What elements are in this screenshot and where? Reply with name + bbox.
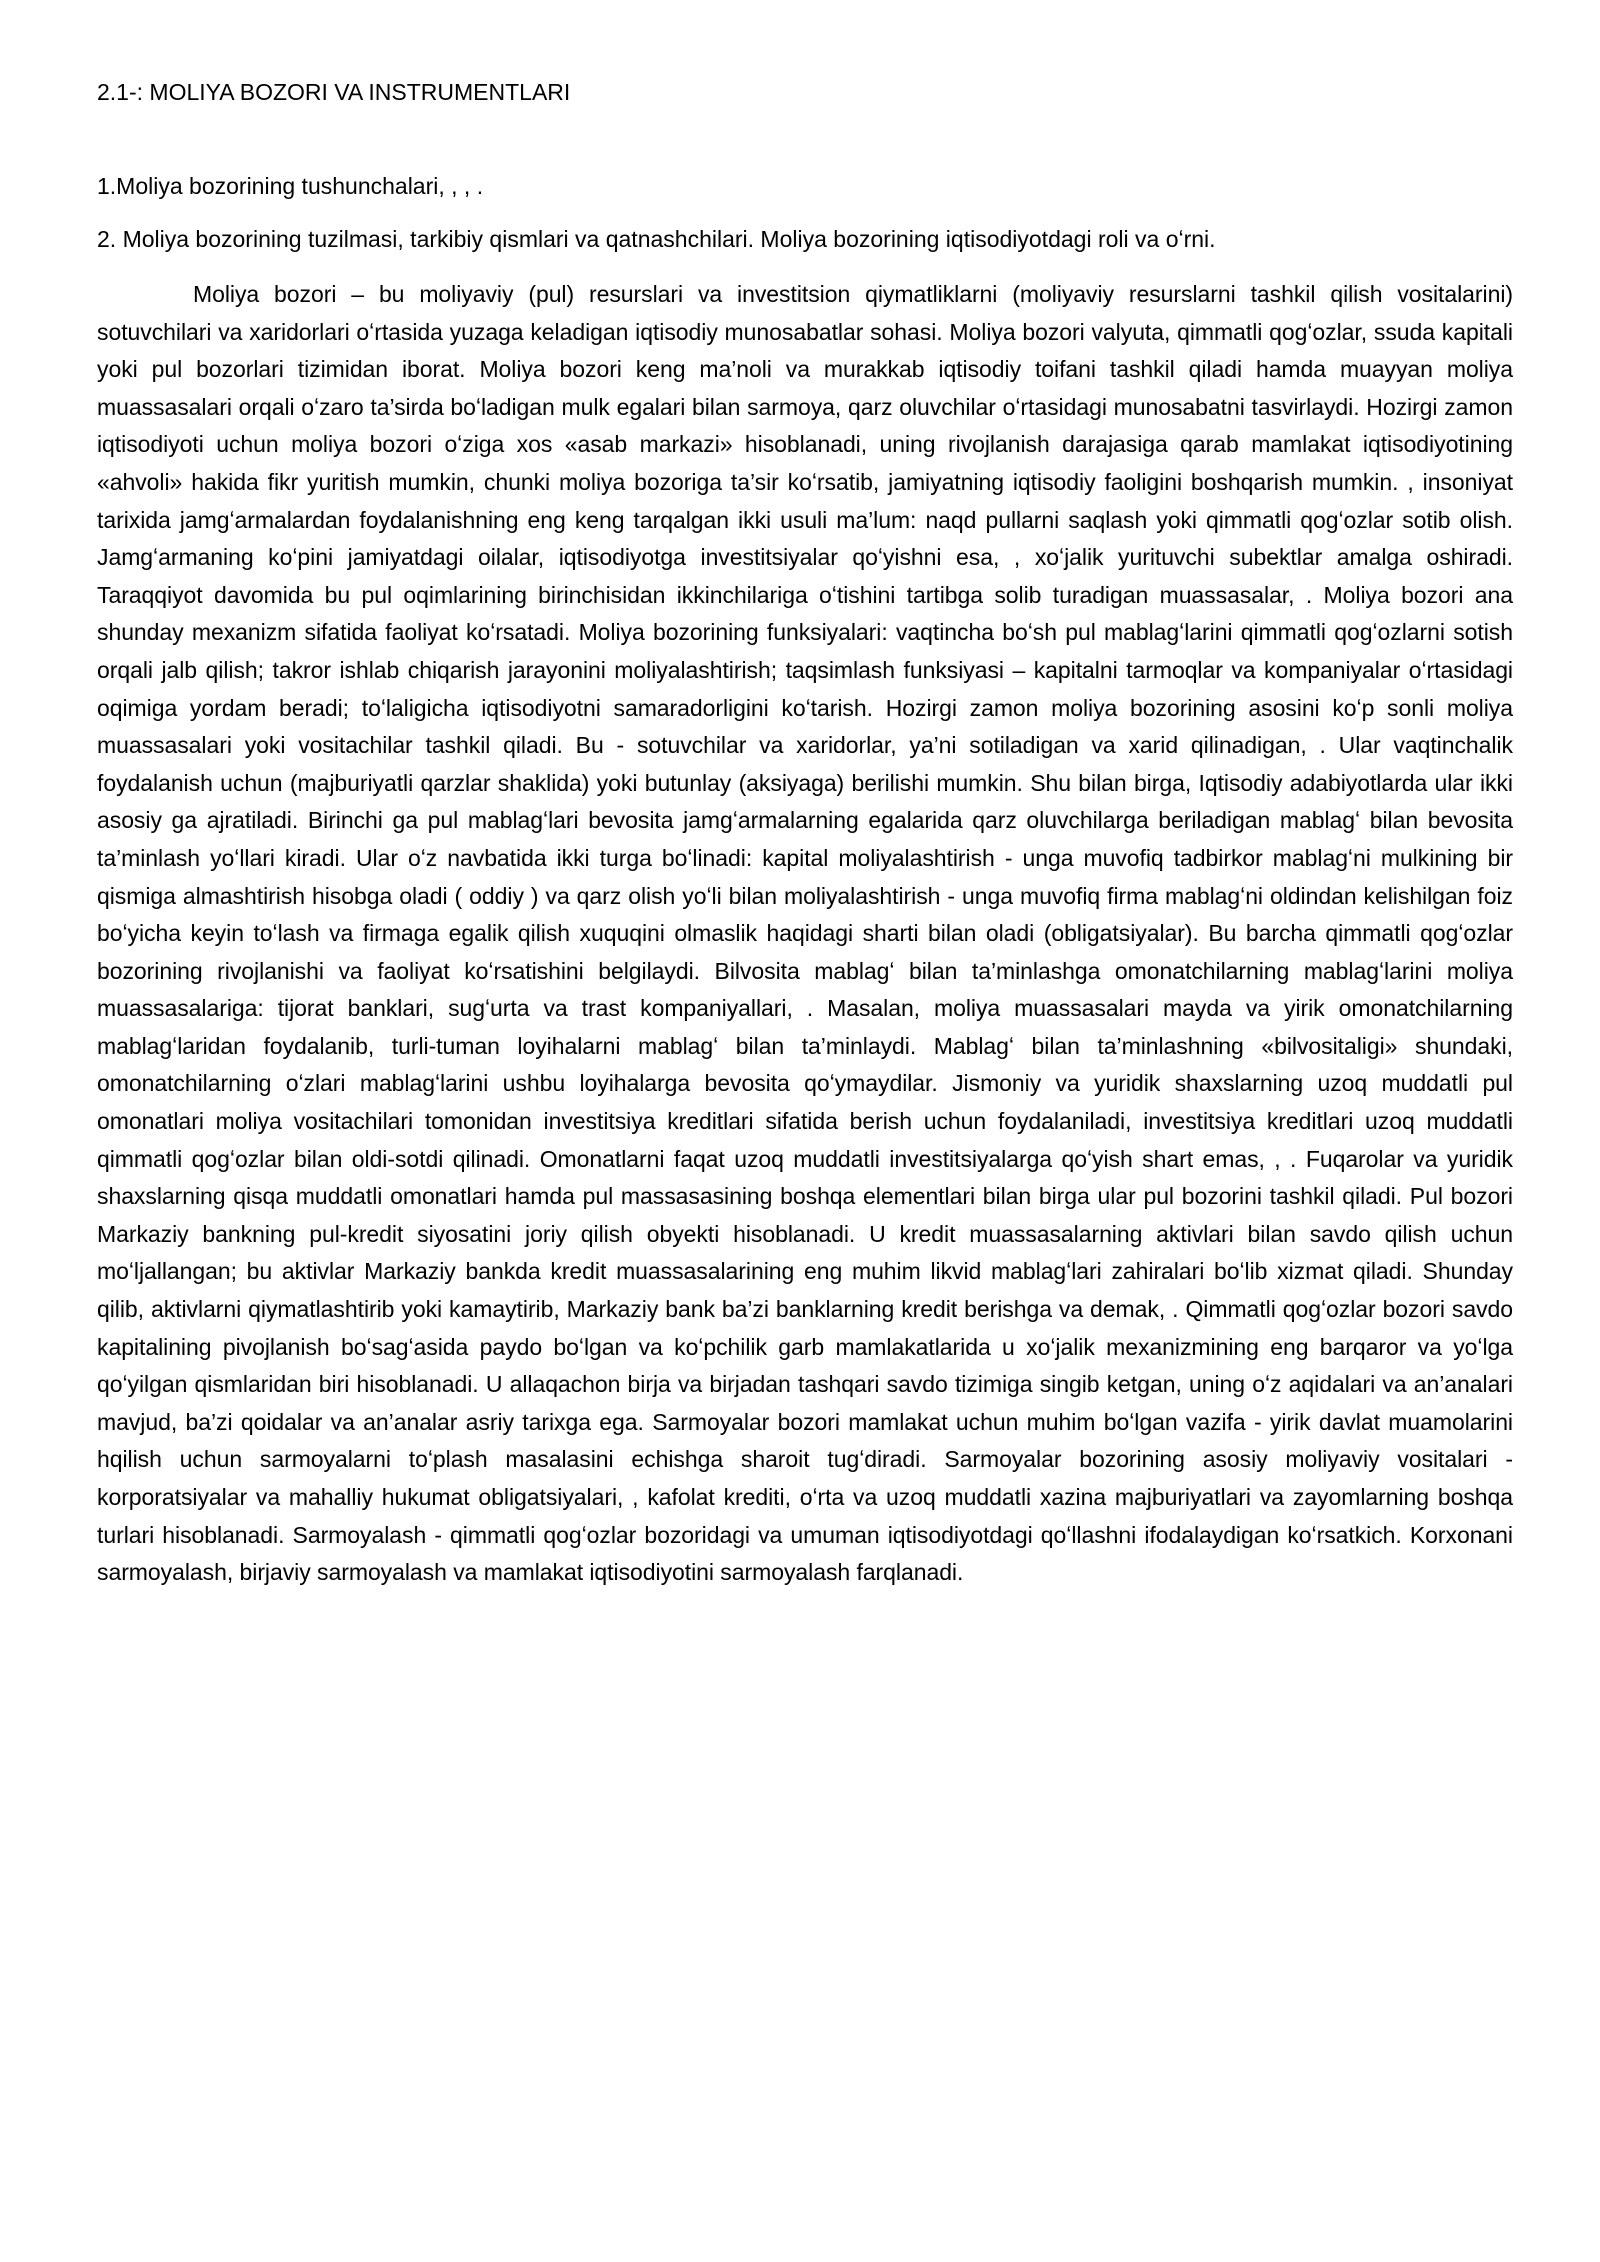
- document-content: [97, 76, 1513, 1592]
- outline-item-1: 1.Moliya bozorining tushunchalari, , , .: [97, 173, 484, 199]
- body-paragraph: Moliya bozori – bu moliyaviy (pul) resurslari va investitsion qiymatliklarni (moliyaviy resurslarni tashkil qilish vositalarini) sotuvchilari va xaridorlari oʻrtasida yuzaga keladigan iqtisodiy munosabatlar sohasi. Moliya bozori valyuta, qimmatli qogʻozlar, ssuda kapitali yoki pul bozorlari tizimidan iborat. Moliya bozori keng ma’noli va murakkab iqtisodiy toifani tashkil qiladi hamda muayyan moliya muassasalari orqali oʻzaro ta’sirda boʻladigan mulk egalari bilan sarmoya, qarz oluvchilar oʻrtasidagi munosabatni tasvirlaydi. Hozirgi zamon iqtisodiyoti uchun moliya bozori oʻziga xos «asab markazi» hisoblanadi, uning rivojlanish darajasiga qarab mamlakat iqtisodiyotining «ahvoli» hakida fikr yuritish mumkin, chunki moliya bozoriga ta’sir koʻrsatib, jamiyatning iqtisodiy faoligini boshqarish mumkin. , insoniyat tarixida jamgʻarmalardan foydalanishning eng keng tarqalgan ikki usuli ma’lum: naqd pullarni saqlash yoki qimmatli qogʻozlar sotib olish. Jamgʻarmaning koʻpini jamiyatdagi oilalar, iqtisodiyotga investitsiyalar qoʻyishni esa, , xoʻjalik yurituvchi subektlar amalga oshiradi. Taraqqiyot davomida bu pul oqimlarining birinchisidan ikkinchilariga oʻtishini tartibga solib turadigan muassasalar, . Moliya bozori ana shunday mexanizm sifatida faoliyat koʻrsatadi. Moliya bozorining funksiyalari: vaqtincha boʻsh pul mablagʻlarini qimmatli qogʻozlarni sotish orqali jalb qilish; takror ishlab chiqarish jarayonini moliyalashtirish; taqsimlash funksiyasi – kapitalni tarmoqlar va kompaniyalar oʻrtasidagi oqimiga yordam beradi; toʻlaligicha iqtisodiyotni samaradorligini koʻtarish. Hozirgi zamon moliya bozorining asosini koʻp sonli moliya muassasalari yoki vositachilar tashkil qiladi. Bu - sotuvchilar va xaridorlar, ya’ni sotiladigan va xarid qilinadigan, . Ular vaqtinchalik foydalanish uchun (majburiyatli qarzlar shaklida) yoki butunlay (aksiyaga) berilishi mumkin. Shu bilan birga, Iqtisodiy adabiyotlarda ular ikki asosiy ga ajratiladi. Birinchi ga pul mablagʻlari bevosita jamgʻarmalarning egalarida qarz oluvchilarga beriladigan mablagʻ bilan bevosita ta’minlash yoʻllari kiradi. Ular oʻz navbatida ikki turga boʻlinadi: kapital moliyalashtirish - unga muvofiq tadbirkor mablagʻni mulkining bir qismiga almashtirish hisobga oladi ( oddiy ) va qarz olish yoʻli bilan moliyalashtirish - unga muvofiq firma mablagʻni oldindan kelishilgan foiz boʻyicha keyin toʻlash va firmaga egalik qilish xuquqini olmaslik haqidagi sharti bilan oladi (obligatsiyalar). Bu barcha qimmatli qogʻozlar bozorining rivojlanishi va faoliyat koʻrsatishini belgilaydi. Bilvosita mablagʻ bilan ta’minlashga omonatchilarning mablagʻlarini moliya muassasalariga: tijorat banklari, sugʻurta va trast kompaniyallari, . Masalan, moliya muassasalari mayda va yirik omonatchilarning mablagʻlaridan foydalanib, turli-tuman loyihalarni mablagʻ bilan ta’minlaydi. Mablagʻ bilan ta’minlashning «bilvositaligi» shundaki, omonatchilarning oʻzlari mablagʻlarini ushbu loyihalarga bevosita qoʻymaydilar. Jismoniy va yuridik shaxslarning uzoq muddatli pul omonatlari moliya vositachilari tomonidan investitsiya kreditlari sifatida berish uchun foydalaniladi, investitsiya kreditlari uzoq muddatli qimmatli qogʻozlar bilan oldi-sotdi qilinadi. Omonatlarni faqat uzoq muddatli investitsiyalarga qoʻyish shart emas, , . Fuqarolar va yuridik shaxslarning qisqa muddatli omonatlari hamda pul massasasining boshqa elementlari bilan birga ular pul bozorini tashkil qiladi. Pul bozori Markaziy bankning pul-kredit siyosatini joriy qilish obyekti hisoblanadi. U kredit muassasalarning aktivlari bilan savdo qilish uchun moʻljallangan; bu aktivlar Markaziy bankda kredit muassasalarining eng muhim likvid mablagʻlari zahiralari boʻlib xizmat qiladi. Shunday qilib, aktivlarni qiymatlashtirib yoki kamaytirib, Markaziy bank ba’zi banklarning kredit berishga va demak, . Qimmatli qogʻozlar bozori savdo kapitalining pivojlanish boʻsagʻasida paydo boʻlgan va koʻpchilik garb mamlakatlarida u xoʻjalik mexanizmining eng barqaror va yoʻlga qoʻyilgan qismlaridan biri hisoblanadi. U allaqachon birja va birjadan tashqari savdo tizimiga singib ketgan, uning oʻz aqidalari va an’analari mavjud, ba’zi qoidalar va an’analar asriy tarixga ega. Sarmoyalar bozori mamlakat uchun muhim boʻlgan vazifa - yirik davlat muamolarini hqilish uchun sarmoyalarni toʻplash masalasini echishga sharoit tugʻdiradi. Sarmoyalar bozorining asosiy moliyaviy vositalari - korporatsiyalar va mahalliy hukumat obligatsiyalari, , kafolat krediti, oʻrta va uzoq muddatli xazina majburiyatlari va zayomlarning boshqa turlari hisoblanadi. Sarmoyalash - qimmatli qogʻozlar bozoridagi va umuman iqtisodiyotdagi qoʻllashni ifodalaydigan koʻrsatkich. Korxonani sarmoyalash, birjaviy sarmoyalash va mamlakat iqtisodiyotini sarmoyalash farqlanadi.: [97, 281, 1513, 1586]
- outline-item-2: 2. Moliya bozorining tuzilmasi, tarkibiy qismlari va qatnashchilari. Moliya bozorining iqtisodiyotdagi roli va oʻrni.: [97, 226, 1216, 252]
- document-title: 2.1-: MOLIYA BOZORI VA INSTRUMENTLARI: [97, 79, 571, 105]
